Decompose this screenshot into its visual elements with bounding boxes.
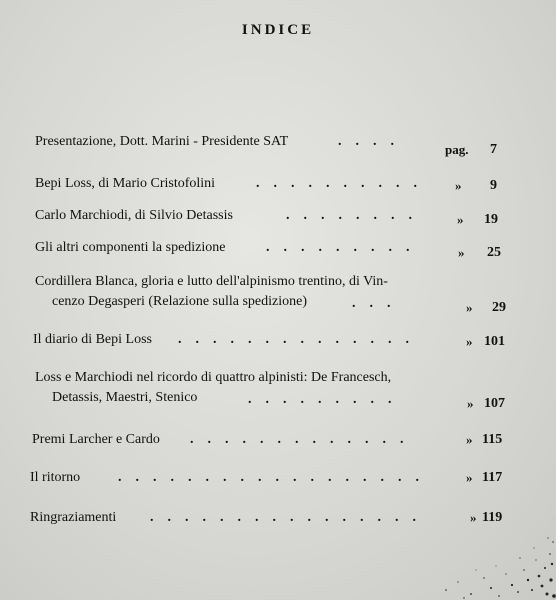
toc-entry-title: Presentazione, Dott. Marini - Presidente SAT [35, 134, 289, 149]
toc-page-number: 9 [490, 178, 497, 193]
toc-page-prefix: » [470, 510, 477, 525]
toc-page-number: 25 [487, 245, 501, 260]
toc-page-prefix: » [457, 212, 464, 227]
toc-leader-dots: .... [338, 134, 408, 149]
toc-page-prefix: » [466, 300, 473, 315]
toc-page-number: 19 [484, 212, 498, 227]
toc-page-number: 119 [482, 510, 503, 525]
toc-page-prefix: » [466, 334, 473, 349]
toc-entry-title: Premi Larcher e Cardo [32, 432, 160, 447]
toc-page-prefix: » [467, 396, 474, 411]
page-title: INDICE [241, 22, 315, 38]
toc-page-prefix: pag. [445, 142, 469, 157]
toc-page-number: 7 [490, 142, 497, 157]
toc-entry-title: Bepi Loss, di Mario Cristofolini [35, 176, 216, 191]
toc-entry-title-continued: cenzo Degasperi (Relazione sulla spedizione) [52, 294, 308, 309]
toc-page-number: 101 [484, 334, 505, 349]
toc-entry-title: Loss e Marchiodi nel ricordo di quattro alpinisti: De Francesch, [35, 370, 392, 385]
toc-leader-dots: ......... [266, 240, 424, 255]
toc-page-number: 29 [492, 300, 506, 315]
toc-page-prefix: » [455, 178, 462, 193]
toc-entry-title: Gli altri componenti la spedizione [35, 240, 226, 255]
toc-leader-dots: ... [352, 296, 405, 311]
toc-entry-title: Cordillera Blanca, gloria e lutto dell'alpinismo trentino, di Vin- [35, 274, 388, 289]
toc-entry-title-continued: Detassis, Maestri, Stenico [52, 390, 198, 405]
toc-leader-dots: .......... [256, 176, 431, 191]
toc-entry-title: Il diario di Bepi Loss [33, 332, 152, 347]
toc-entry-title: Il ritorno [30, 470, 81, 485]
toc-leader-dots: .................. [118, 470, 433, 485]
scan-speckle-noise [436, 530, 556, 600]
toc-page-number: 115 [482, 432, 503, 447]
toc-leader-dots: ........ [286, 208, 426, 223]
toc-entry-title: Carlo Marchiodi, di Silvio Detassis [35, 208, 233, 223]
toc-leader-dots: .............. [178, 332, 423, 347]
toc-page-prefix: » [466, 470, 473, 485]
toc-leader-dots: ................ [150, 510, 430, 525]
toc-entry-title: Ringraziamenti [30, 510, 117, 525]
toc-page-prefix: » [466, 432, 473, 447]
toc-page-number: 117 [482, 470, 503, 485]
toc-leader-dots: ......... [248, 392, 406, 407]
toc-leader-dots: ............. [190, 432, 418, 447]
toc-page-prefix: » [458, 245, 465, 260]
toc-page-number: 107 [484, 396, 505, 411]
